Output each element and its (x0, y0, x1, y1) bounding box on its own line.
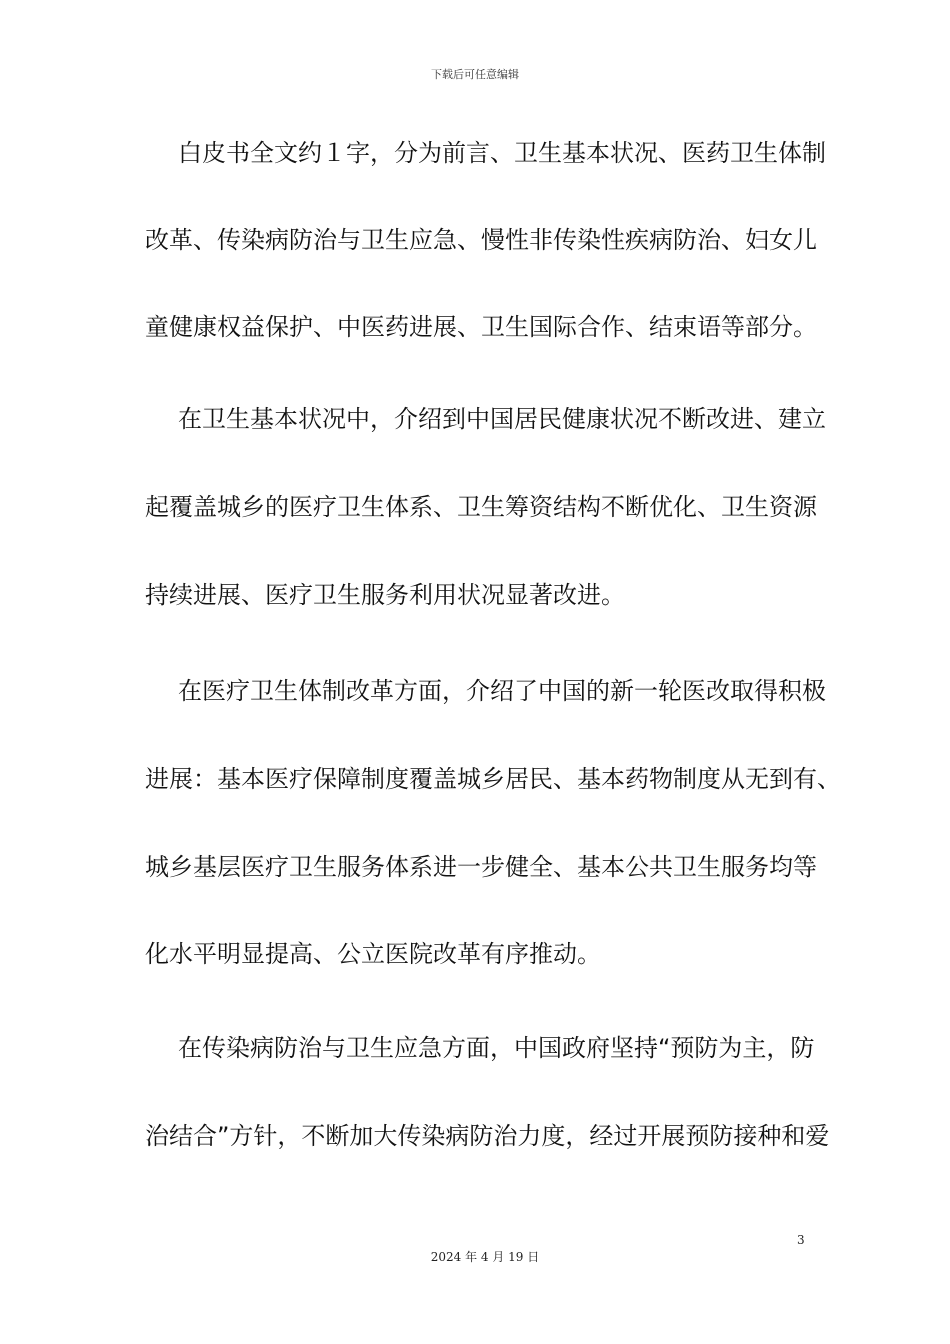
paragraph-1-line-3: 童健康权益保护、中医药进展、卫生国际合作、结束语等部分。 (145, 313, 817, 341)
paragraph-4-line-1: 在传染病防治与卫生应急方面，中国政府坚持“预防为主，防 (178, 1034, 815, 1062)
paragraph-2-line-2: 起覆盖城乡的医疗卫生体系、卫生筹资结构不断优化、卫生资源 (145, 493, 817, 521)
paragraph-2-line-3: 持续进展、医疗卫生服务利用状况显著改进。 (145, 581, 625, 609)
footer-date: 2024 年 4 月 19 日 (430, 1250, 540, 1264)
page-header: 下载后可任意编辑 (431, 68, 519, 81)
paragraph-3-line-2: 进展：基本医疗保障制度覆盖城乡居民、基本药物制度从无到有、 (145, 765, 841, 793)
paragraph-2-line-1: 在卫生基本状况中，介绍到中国居民健康状况不断改进、建立 (178, 405, 826, 433)
paragraph-3-line-1: 在医疗卫生体制改革方面，介绍了中国的新一轮医改取得积极 (178, 677, 826, 705)
paragraph-4-line-2: 治结合”方针，不断加大传染病防治力度，经过开展预防接种和爱 (145, 1122, 830, 1150)
paragraph-1-line-2: 改革、传染病防治与卫生应急、慢性非传染性疾病防治、妇女儿 (145, 226, 817, 254)
paragraph-3-line-4: 化水平明显提高、公立医院改革有序推动。 (145, 940, 601, 968)
paragraph-1-line-1: 白皮书全文约１字，分为前言、卫生基本状况、医药卫生体制 (178, 139, 826, 167)
page-number: 3 (797, 1233, 805, 1247)
paragraph-3-line-3: 城乡基层医疗卫生服务体系进一步健全、基本公共卫生服务均等 (145, 853, 817, 881)
